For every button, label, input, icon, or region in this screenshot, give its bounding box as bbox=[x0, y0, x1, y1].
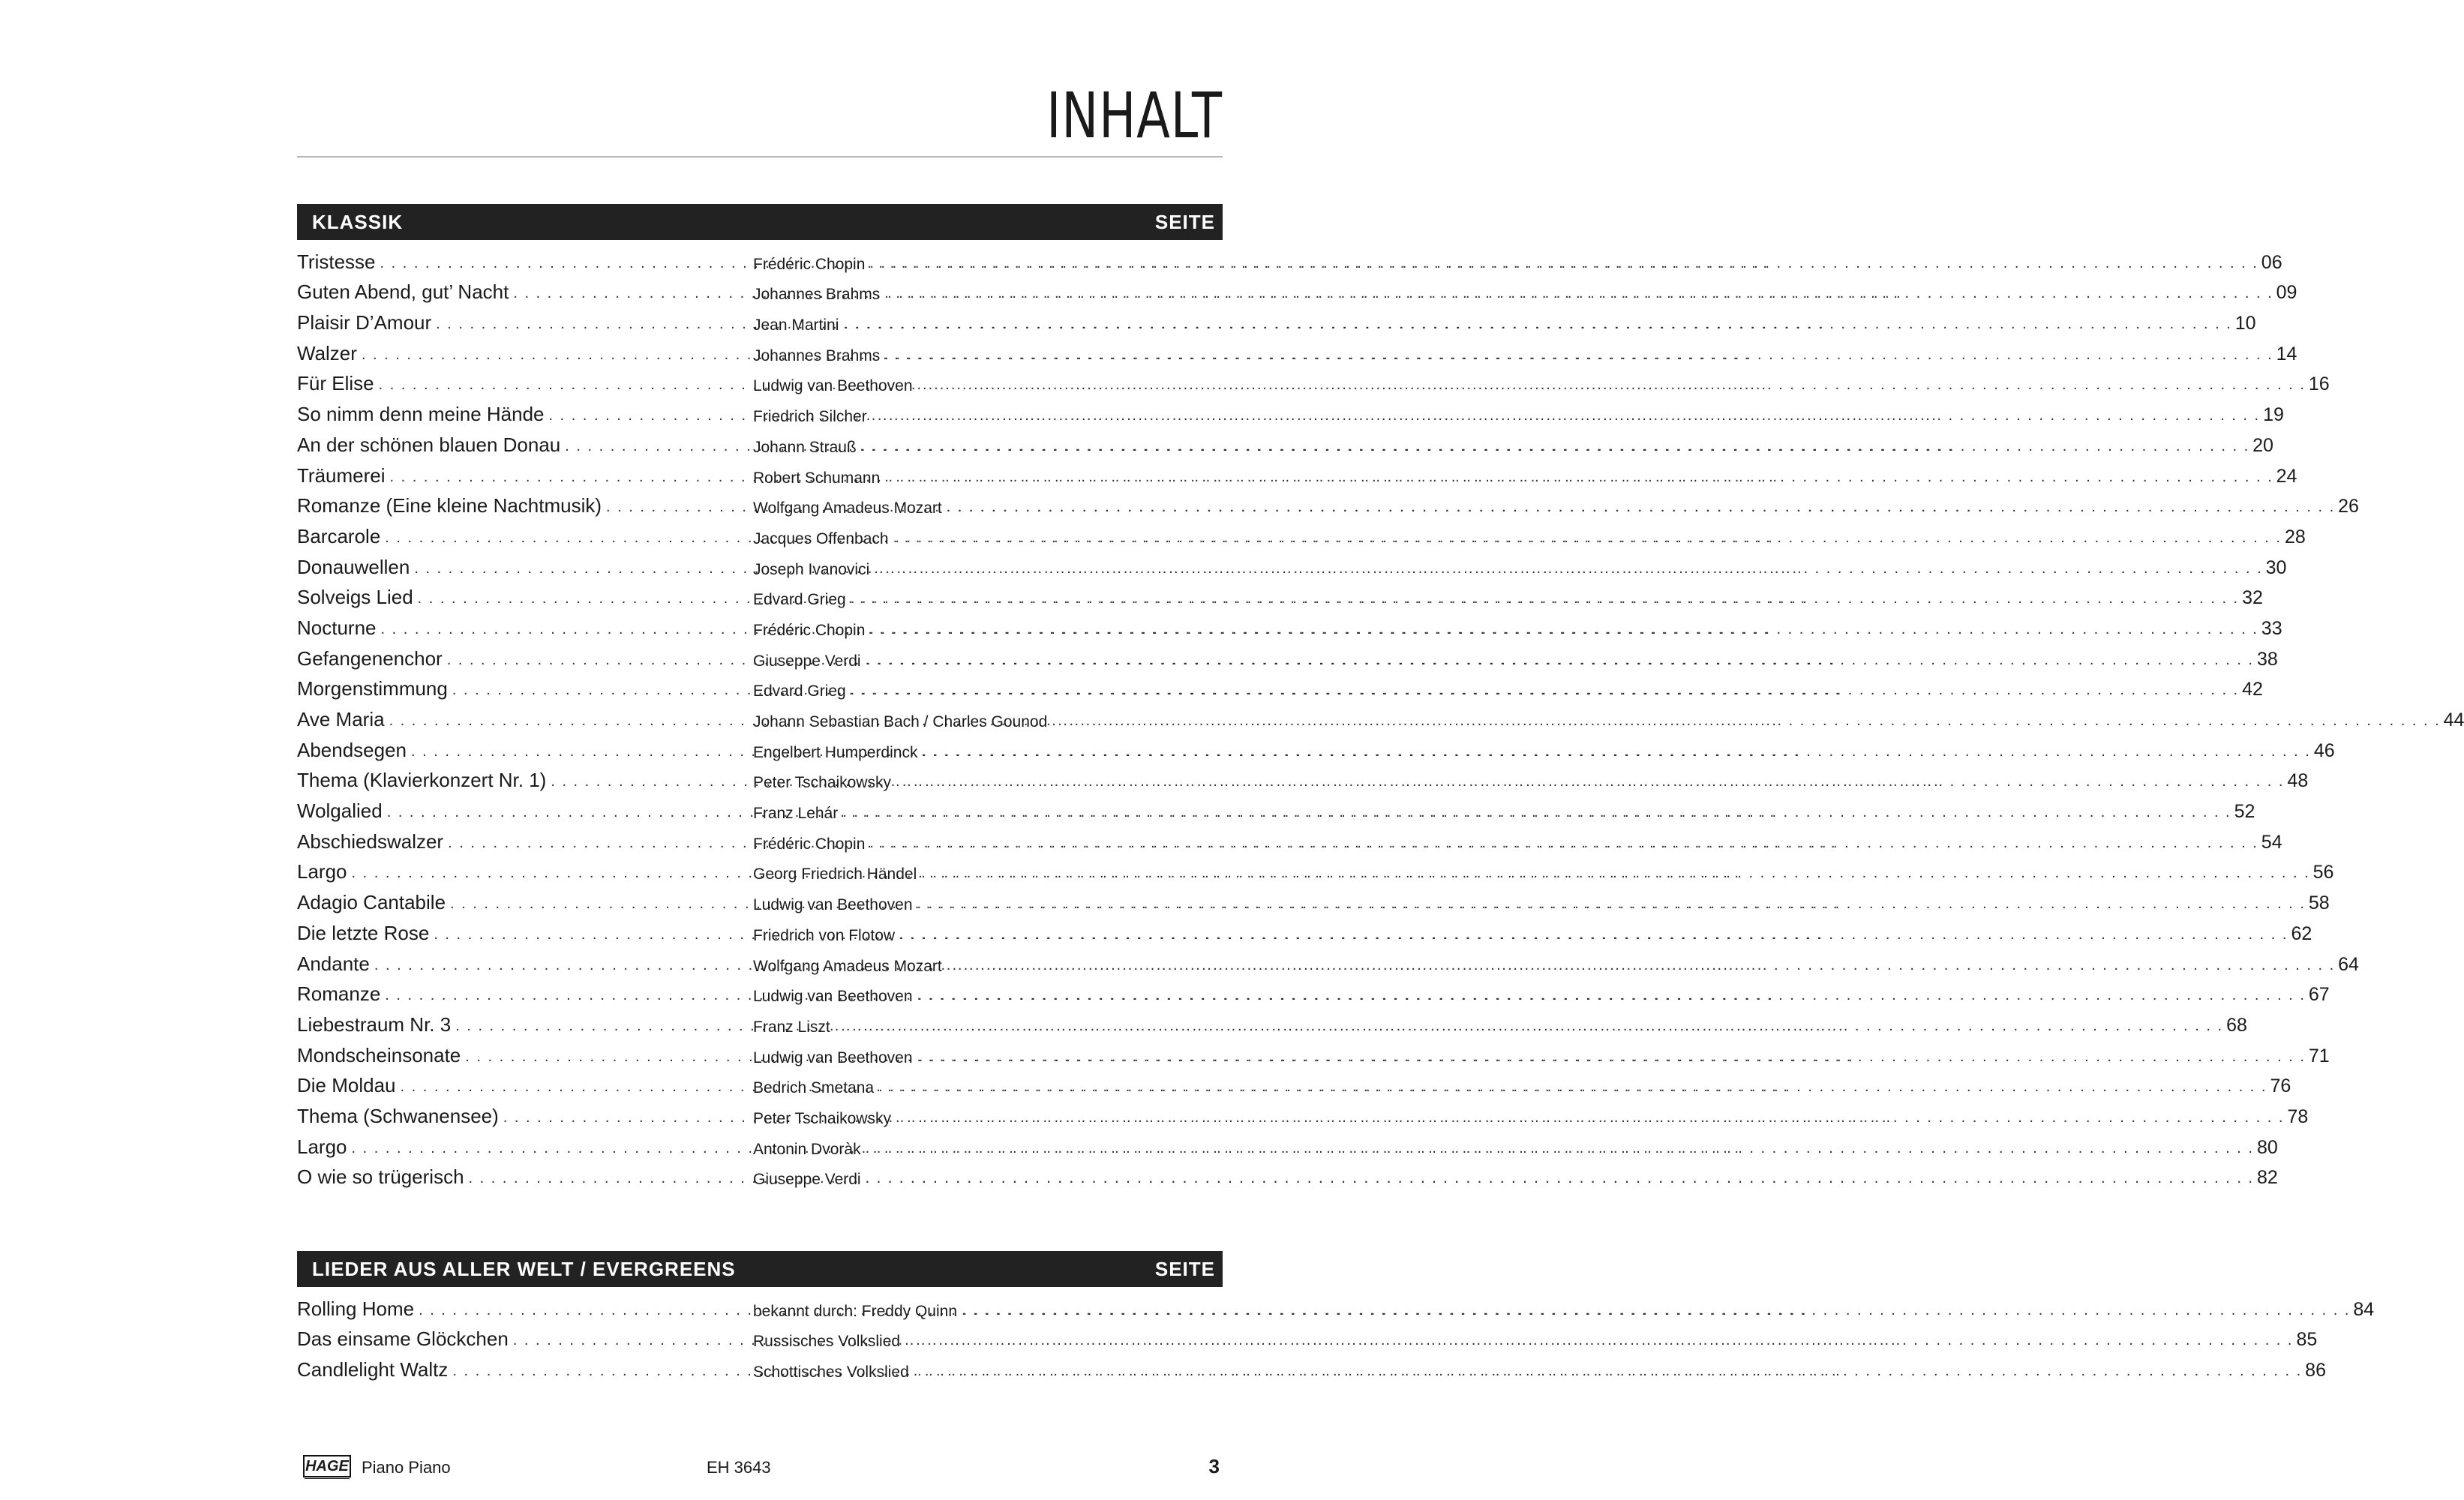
entry-page: 19 bbox=[2263, 404, 2284, 426]
entry-page: 67 bbox=[2308, 984, 2330, 1006]
toc-entry bbox=[297, 731, 2335, 762]
entry-title: Walzer bbox=[297, 341, 357, 364]
toc-list-lieder bbox=[297, 1290, 2375, 1382]
entry-composer: Wolfgang Amadeus Mozart bbox=[753, 957, 942, 975]
entry-composer: Edvard Grieg bbox=[753, 591, 846, 609]
entry-composer: Johann Strauß bbox=[753, 438, 857, 456]
entry-title: Nocturne bbox=[297, 616, 377, 639]
entry-composer: Edvard Grieg bbox=[753, 682, 846, 700]
entry-composer: Friedrich Silcher bbox=[753, 408, 867, 426]
entry-title: Adagio Cantabile bbox=[297, 891, 446, 914]
toc-entry bbox=[297, 304, 2256, 334]
leader-dots bbox=[917, 896, 2306, 914]
entry-composer: Friedrich von Flotow bbox=[753, 926, 896, 944]
entry-page: 06 bbox=[2261, 251, 2282, 273]
toc-entry bbox=[297, 762, 2309, 793]
entry-page: 62 bbox=[2291, 922, 2312, 944]
series-name: Piano Piano bbox=[362, 1458, 451, 1477]
entry-title: Guten Abend, gut’ Nacht bbox=[297, 280, 509, 304]
entry-title: Wolgalied bbox=[297, 800, 383, 823]
toc-entry bbox=[297, 854, 2334, 884]
entry-title: Largo bbox=[297, 860, 347, 884]
toc-entry bbox=[297, 548, 2287, 579]
entry-title: Für Elise bbox=[297, 372, 374, 395]
toc-entry bbox=[297, 457, 2297, 488]
entry-page: 38 bbox=[2257, 648, 2278, 670]
toc-entry bbox=[297, 945, 2359, 976]
entry-page: 82 bbox=[2257, 1167, 2278, 1189]
entry-title: Plaisir D’Amour bbox=[297, 311, 432, 334]
entry-composer: Frédéric Chopin bbox=[753, 621, 866, 639]
entry-composer: Frédéric Chopin bbox=[753, 835, 866, 853]
leader-dots bbox=[851, 591, 2239, 609]
leader-dots bbox=[835, 1018, 2223, 1036]
entry-title: Largo bbox=[297, 1135, 347, 1158]
entry-page: 86 bbox=[2305, 1360, 2326, 1382]
entry-page: 16 bbox=[2308, 374, 2330, 395]
leader-dots bbox=[917, 1049, 2306, 1067]
entry-composer: Ludwig van Beethoven bbox=[753, 1048, 913, 1066]
toc-entry bbox=[297, 1321, 2318, 1352]
toc-entry bbox=[297, 1036, 2330, 1067]
leader-dots bbox=[866, 1171, 2254, 1189]
leader-dots bbox=[905, 1333, 2293, 1351]
leader-dots bbox=[866, 652, 2254, 670]
section-header-lieder bbox=[297, 1251, 1223, 1287]
entry-title: Liebestraum Nr. 3 bbox=[297, 1012, 452, 1036]
leader-dots bbox=[851, 682, 2239, 700]
entry-title: Romanze bbox=[297, 982, 381, 1006]
toc-entry bbox=[297, 976, 2330, 1006]
entry-composer: Russisches Volkslied bbox=[753, 1333, 901, 1351]
leader-dots bbox=[922, 744, 2310, 762]
entry-page: 26 bbox=[2338, 496, 2359, 518]
entry-composer: Schottisches Volkslied bbox=[753, 1364, 909, 1382]
leader-dots bbox=[843, 316, 2231, 334]
entry-title: O wie so trügerisch bbox=[297, 1166, 464, 1189]
entry-title: Candlelight Waltz bbox=[297, 1358, 449, 1382]
entry-title: Barcarole bbox=[297, 524, 381, 548]
entry-composer: Johannes Brahms bbox=[753, 346, 881, 364]
leader-dots bbox=[962, 1303, 2350, 1321]
entry-composer: Peter Tschaikowsky bbox=[753, 1109, 892, 1127]
toc-entry bbox=[297, 1006, 2247, 1036]
entry-title: Ave Maria bbox=[297, 708, 385, 730]
entry-title: Morgenstimmung bbox=[297, 677, 448, 700]
toc-entry bbox=[297, 518, 2306, 548]
entry-page: 76 bbox=[2270, 1076, 2291, 1097]
entry-composer: Giuseppe Verdi bbox=[753, 652, 861, 670]
entry-composer: Frédéric Chopin bbox=[753, 255, 866, 273]
page-number: 3 bbox=[1208, 1455, 1220, 1478]
toc-entry bbox=[297, 792, 2255, 823]
entry-title: Abendsegen bbox=[297, 738, 407, 761]
leader-dots bbox=[842, 805, 2231, 823]
entry-page: 71 bbox=[2308, 1045, 2330, 1066]
entry-title: Thema (Schwanensee) bbox=[297, 1104, 499, 1127]
leader-dots bbox=[893, 530, 2282, 548]
entry-page: 56 bbox=[2312, 862, 2334, 884]
entry-title: Träumerei bbox=[297, 464, 386, 487]
entry-composer: Joseph Ivanovici bbox=[753, 560, 870, 578]
entry-composer: Engelbert Humperdinck bbox=[753, 743, 918, 761]
entry-composer: Johann Sebastian Bach / Charles Gounod bbox=[753, 713, 1048, 730]
entry-page: 78 bbox=[2287, 1106, 2309, 1127]
entry-page: 14 bbox=[2276, 343, 2297, 364]
leader-dots bbox=[872, 408, 2260, 426]
leader-dots bbox=[884, 347, 2273, 365]
toc-entry bbox=[297, 395, 2284, 426]
publisher-logo: HAGE bbox=[303, 1455, 351, 1478]
entry-title: Gefangenenchor bbox=[297, 646, 443, 670]
toc-entry bbox=[297, 1290, 2375, 1321]
leader-dots bbox=[1052, 713, 2440, 731]
toc-entry bbox=[297, 365, 2330, 396]
section-page-label: SEITE bbox=[1154, 210, 1215, 233]
leader-dots bbox=[861, 439, 2249, 457]
entry-title: Die Moldau bbox=[297, 1074, 396, 1097]
leader-dots bbox=[884, 470, 2273, 488]
leader-dots bbox=[869, 256, 2258, 274]
leader-dots bbox=[896, 1110, 2284, 1128]
page-footer bbox=[297, 1455, 1227, 1485]
entry-page: 42 bbox=[2242, 679, 2263, 700]
toc-entry bbox=[297, 670, 2263, 701]
entry-composer: Robert Schumann bbox=[753, 469, 881, 487]
leader-dots bbox=[884, 286, 2273, 304]
leader-dots bbox=[869, 622, 2258, 640]
entry-title: Romanze (Eine kleine Nachtmusik) bbox=[297, 494, 602, 518]
entry-page: 10 bbox=[2234, 313, 2256, 334]
leader-dots bbox=[896, 774, 2284, 792]
entry-page: 46 bbox=[2313, 740, 2335, 761]
entry-page: 44 bbox=[2443, 710, 2464, 730]
toc-entry bbox=[297, 488, 2359, 518]
section-header-klassik bbox=[297, 204, 1223, 240]
entry-page: 28 bbox=[2284, 526, 2306, 548]
entry-composer: Franz Lehár bbox=[753, 805, 839, 823]
entry-composer: Bedrich Smetana bbox=[753, 1079, 875, 1097]
toc-entry bbox=[297, 243, 2282, 274]
entry-composer: Ludwig van Beethoven bbox=[753, 988, 913, 1006]
entry-title: So nimm denn meine Hände bbox=[297, 403, 545, 426]
entry-title: Andante bbox=[297, 952, 370, 975]
entry-title: Die letzte Rose bbox=[297, 921, 430, 944]
entry-page: 54 bbox=[2261, 831, 2282, 853]
entry-composer: Peter Tschaikowsky bbox=[753, 774, 892, 792]
leader-dots bbox=[914, 1364, 2302, 1382]
toc-entry bbox=[297, 1097, 2309, 1128]
entry-page: 32 bbox=[2242, 587, 2263, 609]
leader-dots bbox=[947, 958, 2335, 976]
entry-page: 52 bbox=[2234, 801, 2255, 823]
entry-composer: Giuseppe Verdi bbox=[753, 1171, 861, 1189]
entry-page: 48 bbox=[2287, 770, 2309, 792]
leader-dots bbox=[878, 1079, 2267, 1097]
entry-composer: Georg Friedrich Händel bbox=[753, 866, 917, 884]
toc-entry bbox=[297, 700, 2464, 731]
entry-page: 64 bbox=[2338, 953, 2359, 975]
leader-dots bbox=[869, 836, 2258, 854]
entry-page: 84 bbox=[2353, 1298, 2375, 1320]
leader-dots bbox=[917, 988, 2306, 1006]
toc-entry bbox=[297, 823, 2282, 854]
section-page-label: SEITE bbox=[1154, 1257, 1215, 1280]
entry-page: 80 bbox=[2256, 1136, 2278, 1158]
toc-entry bbox=[297, 914, 2312, 945]
toc-entry bbox=[297, 609, 2282, 640]
entry-composer: Wolfgang Amadeus Mozart bbox=[753, 500, 942, 518]
toc-list-klassik bbox=[297, 243, 2464, 1189]
toc-entry bbox=[297, 1159, 2278, 1190]
toc-entry bbox=[297, 579, 2263, 610]
entry-page: 68 bbox=[2226, 1014, 2247, 1036]
toc-entry bbox=[297, 1067, 2291, 1098]
toc-entry bbox=[297, 640, 2278, 670]
entry-composer: Jacques Offenbach bbox=[753, 530, 889, 548]
entry-title: Das einsame Glöckchen bbox=[297, 1328, 509, 1351]
toc-entry bbox=[297, 334, 2297, 365]
leader-dots bbox=[899, 927, 2288, 945]
title-divider bbox=[297, 156, 1223, 158]
toc-entry bbox=[297, 274, 2297, 304]
entry-composer: Johannes Brahms bbox=[753, 286, 881, 304]
leader-dots bbox=[947, 500, 2335, 518]
leader-dots bbox=[866, 1141, 2254, 1159]
entry-composer: bekannt durch: Freddy Quinn bbox=[753, 1302, 957, 1320]
entry-composer: Antonin Dvoràk bbox=[753, 1140, 861, 1158]
toc-entry bbox=[297, 1128, 2278, 1159]
entry-title: Solveigs Lied bbox=[297, 586, 413, 609]
entry-page: 58 bbox=[2308, 892, 2330, 914]
entry-page: 20 bbox=[2252, 434, 2273, 456]
entry-composer: Ludwig van Beethoven bbox=[753, 896, 913, 914]
entry-page: 85 bbox=[2296, 1329, 2318, 1351]
toc-entry bbox=[297, 884, 2330, 914]
leader-dots bbox=[921, 866, 2309, 884]
entry-title: Donauwellen bbox=[297, 555, 410, 578]
entry-page: 09 bbox=[2276, 282, 2297, 304]
entry-composer: Jean Martini bbox=[753, 316, 839, 334]
section-title: KLASSIK bbox=[312, 210, 404, 233]
leader-dots bbox=[917, 377, 2306, 395]
entry-title: Rolling Home bbox=[297, 1297, 415, 1320]
section-title: LIEDER AUS ALLER WELT / EVERGREENS bbox=[312, 1257, 736, 1280]
page-title: INHALT bbox=[1046, 79, 1223, 152]
entry-title: Mondscheinsonate bbox=[297, 1043, 461, 1066]
leader-dots bbox=[874, 561, 2262, 579]
edition-code: EH 3643 bbox=[707, 1458, 771, 1477]
toc-entry bbox=[297, 426, 2273, 457]
entry-page: 30 bbox=[2265, 556, 2287, 578]
entry-composer: Franz Liszt bbox=[753, 1018, 830, 1036]
toc-entry bbox=[297, 1351, 2326, 1382]
entry-composer: Ludwig van Beethoven bbox=[753, 377, 913, 395]
entry-title: Tristesse bbox=[297, 250, 376, 273]
entry-title: An der schönen blauen Donau bbox=[297, 433, 561, 456]
entry-title: Abschiedswalzer bbox=[297, 830, 444, 853]
entry-page: 24 bbox=[2276, 465, 2297, 487]
entry-title: Thema (Klavierkonzert Nr. 1) bbox=[297, 769, 547, 792]
entry-page: 33 bbox=[2261, 617, 2282, 639]
